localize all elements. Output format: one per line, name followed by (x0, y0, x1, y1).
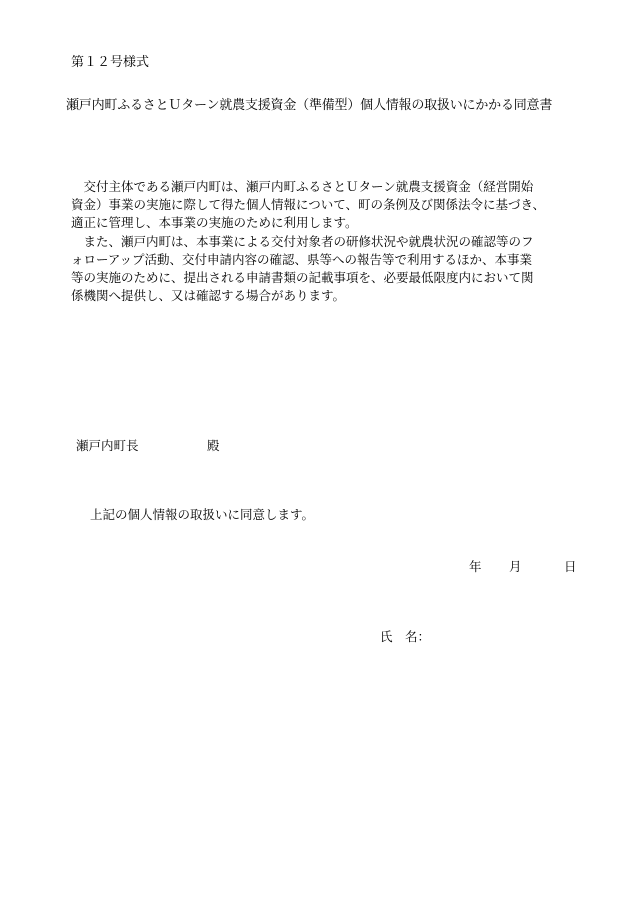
addressee (76, 436, 220, 454)
date-year-label: 年 (469, 559, 482, 574)
body-line: また、瀬戸内町は、本事業による交付対象者の研修状況や就農状況の確認等のフ (71, 233, 534, 249)
date-day-label: 日 (564, 559, 577, 574)
consent-statement: 上記の個人情報の取扱いに同意します。 (90, 507, 315, 522)
body-line: 交付主体である瀬戸内町は、瀬戸内町ふるさとＵターン就農支援資金（経営開始 (71, 179, 534, 194)
date-month-label: 月 (509, 559, 522, 574)
body-paragraphs (71, 178, 571, 305)
body-line: ォローアップ活動、交付申請内容の確認、県等への報告等で利用するほか、本事業 (71, 251, 533, 267)
body-line: 係機関へ提供し、又は確認する場合があります。 (71, 288, 346, 304)
body-line: 資金）事業の実施に際して得た個人情報について、町の条例及び関係法令に基づき、 (71, 197, 546, 213)
addressee-honorific: 殿 (207, 438, 220, 453)
body-line: 等の実施のために、提出される申請書類の記載事項を、必要最低限度内において関 (71, 270, 534, 286)
signature-name-label: 氏 名： (380, 629, 431, 644)
document-title: 瀬戸内町ふるさとＵターン就農支援資金（準備型）個人情報の取扱いにかかる同意書 (66, 98, 553, 113)
form-number: 第１２号様式 (71, 55, 150, 70)
body-line: 適正に管理し、本事業の実施のために利用します。 (71, 215, 358, 231)
addressee-name: 瀬戸内町長 (76, 438, 139, 453)
